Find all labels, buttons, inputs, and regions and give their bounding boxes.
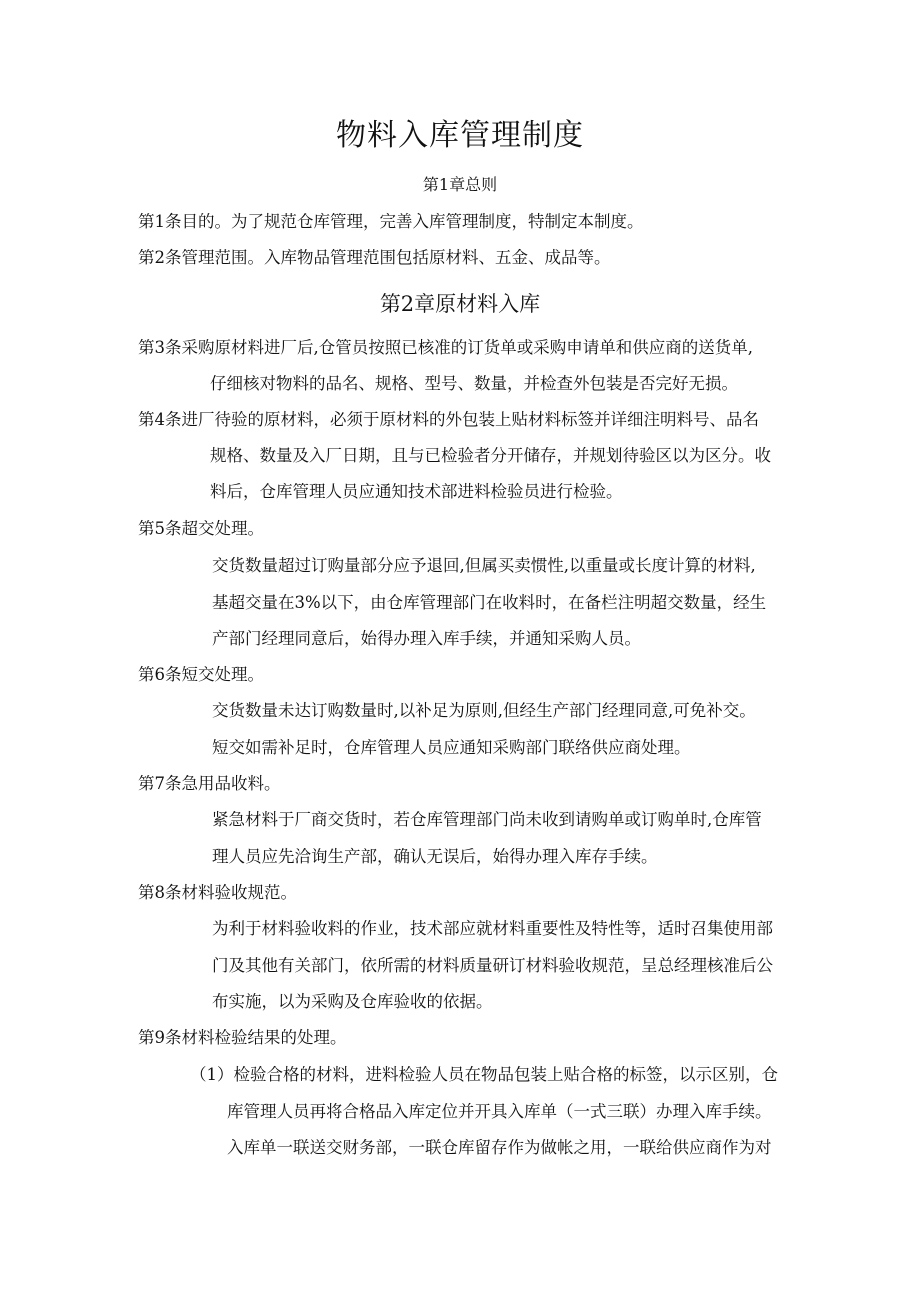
article-5-line-3: 产部门经理同意后，始得办理入库手续，并通知采购人员。 (212, 629, 641, 648)
article-7-line-1: 紧急材料于厂商交货时，若仓库管理部门尚未收到请购单或订购单时,仓库管 (212, 810, 762, 829)
article-5-heading: 第5条超交处理。 (138, 519, 264, 538)
chapter-2-heading: 第2章原材料入库 (379, 292, 541, 316)
article-7-line-2: 理人员应先洽询生产部，确认无误后，始得办理入库存手续。 (212, 847, 658, 866)
document-title: 物料入库管理制度 (336, 118, 584, 153)
article-9-heading: 第9条材料检验结果的处理。 (138, 1028, 347, 1047)
article-8-line-3: 布实施，以为采购及仓库验收的依据。 (212, 992, 493, 1011)
article-6-line-1: 交货数量未达订购数量时,以补足为原则,但经生产部门经理同意,可免补交。 (212, 701, 756, 720)
article-6-line-2: 短交如需补足时，仓库管理人员应通知采购部门联络供应商处理。 (212, 738, 691, 757)
article-4-line-2: 规格、数量及入厂日期，且与已检验者分开储存，并规划待验区以为区分。收 (210, 446, 771, 465)
article-8-line-1: 为利于材料验收料的作业，技术部应就材料重要性及特性等，适时召集使用部 (212, 919, 773, 938)
article-4-line-1: 第4条进厂待验的原材料，必须于原材料的外包装上贴材料标签并详细注明料号、品名 (138, 410, 759, 429)
article-5-line-1: 交货数量超过订购量部分应予退回,但属买卖惯性,以重量或长度计算的材料, (212, 556, 756, 575)
article-2: 第2条管理范围。入库物品管理范围包括原材料、五金、成品等。 (138, 248, 611, 267)
article-7-heading: 第7条急用品收料。 (138, 774, 281, 793)
chapter-1-heading: 第1章总则 (422, 175, 498, 194)
article-9-item-1-line-2: 库管理人员再将合格品入库定位并开具入库单（一式三联）办理入库手续。 (227, 1102, 772, 1121)
article-9-item-1-line-1: （1）检验合格的材料，进料检验人员在物品包装上贴合格的标签，以示区别，仓 (190, 1065, 778, 1084)
article-3-line-2: 仔细核对物料的品名、规格、型号、数量，并检查外包装是否完好无损。 (210, 374, 738, 393)
article-4-line-3: 料后，仓库管理人员应通知技术部进料检验员进行检验。 (210, 482, 623, 501)
article-9-item-1-line-3: 入库单一联送交财务部，一联仓库留存作为做帐之用，一联给供应商作为对 (227, 1138, 772, 1157)
article-8-heading: 第8条材料验收规范。 (138, 883, 297, 902)
article-8-line-2: 门及其他有关部门，依所需的材料质量研订材料验收规范，呈总经理核准后公 (212, 956, 773, 975)
article-5-line-2: 基超交量在3%以下，由仓库管理部门在收料时，在备栏注明超交数量，经生 (212, 593, 767, 612)
article-3-line-1: 第3条采购原材料进厂后,仓管员按照已核准的订货单或采购申请单和供应商的送货单, (138, 338, 753, 357)
article-1: 第1条目的。为了规范仓库管理，完善入库管理制度，特制定本制度。 (138, 212, 644, 231)
article-6-heading: 第6条短交处理。 (138, 665, 264, 684)
